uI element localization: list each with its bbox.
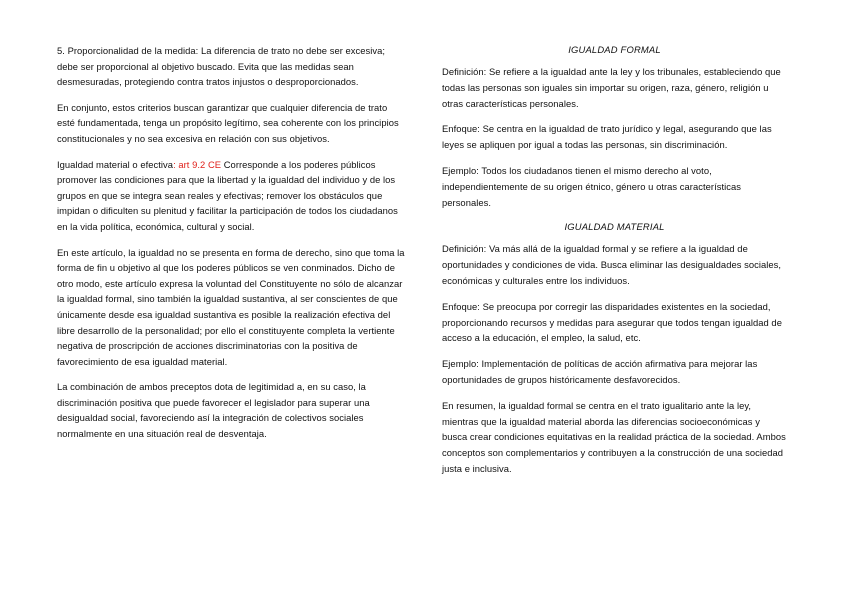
- right-column: [442, 43, 787, 487]
- paragraph-formal-definicion: Definición: Se refiere a la igualdad ante la ley y los tribunales, estableciendo que todas las personas son iguales sin importar su origen, raza, género, religión u otras características personales.: [442, 66, 781, 109]
- paragraph-combinacion: La combinación de ambos preceptos dota de legitimidad a, en su caso, la discriminación positiva que puede favorecer el legislador para superar una desigualdad social, favoreciendo así la integración de colectivos sociales normalmente en una situación real de desventaja.: [57, 381, 370, 440]
- article-reference: : art 9.2 CE: [173, 158, 222, 170]
- paragraph-material-enfoque: Enfoque: Se preocupa por corregir las disparidades existentes en la sociedad, proporcionando recursos y medidas para asegurar que todos tengan igualdad de acceso a la educación, el empleo, la salud, etc.: [442, 300, 782, 344]
- paragraph-conjunto: En conjunto, estos criterios buscan garantizar que cualquier diferencia de trato esté fundamentada, tenga un propósito legítimo, sea coherente con los principios constitucionales y no sea excesiva en relación con sus objetivos.: [57, 101, 399, 144]
- heading-igualdad-material: IGUALDAD MATERIAL: [564, 221, 665, 233]
- paragraph-resumen: En resumen, la igualdad formal se centra en el trato igualitario ante la ley, mientras que la igualdad material aborda las diferencias socioeconómicas y busca crear condiciones equitativas en la realidad práctica de la sociedad. Ambos conceptos son complementarios y contribuyen a la construcción de una sociedad justa e inclusiva.: [442, 399, 786, 474]
- paragraph-material-definicion: Definición: Va más allá de la igualdad formal y se refiere a la igualdad de oportunidades y condiciones de vida. Busca eliminar las desigualdades sociales, económicas y culturales entre los individuos.: [442, 243, 782, 286]
- paragraph-articulo: En este artículo, la igualdad no se presenta en forma de derecho, sino que toma la forma de fin u objetivo al que los poderes públicos se ven conminados. Dicho de otro modo, este artículo expresa la voluntad del Constituyente no sólo de alcanzar la igualdad formal, sino también la igualdad sustantiva, al ser conscientes de que únicamente desde esa igualdad sustantiva es posible la realización efectiva del libre desarrollo de la personalidad; por ello el constituyente completa la vertiente negativa de proscripción de acciones discriminatorias con la positiva de favorecimiento de esa igualdad material.: [57, 246, 405, 367]
- paragraph-formal-ejemplo: Ejemplo: Todos los ciudadanos tienen el mismo derecho al voto, independientemente de su origen étnico, género u otras características personales.: [442, 164, 741, 208]
- paragraph-formal-enfoque: Enfoque: Se centra en la igualdad de trato jurídico y legal, asegurando que las leyes se apliquen por igual a todas las personas, sin discriminación.: [442, 123, 772, 151]
- paragraph-proporcionalidad: 5. Proporcionalidad de la medida: La diferencia de trato no debe ser excesiva; debe ser proporcional al objetivo buscado. Evita que las medidas sean desmesuradas, protegiendo contra tratos injustos o desproporcionados.: [57, 45, 386, 88]
- heading-igualdad-formal: IGUALDAD FORMAL: [568, 44, 661, 55]
- paragraph-material-ejemplo: Ejemplo: Implementación de políticas de acción afirmativa para mejorar las oportunidades de grupos históricamente desfavorecidos.: [442, 358, 758, 385]
- paragraph-lead: Igualdad material o efectiva: [57, 158, 174, 170]
- left-column: [57, 43, 405, 452]
- paragraph-igualdad-material-efectiva: [57, 157, 405, 235]
- paragraph-body: Corresponde a los poderes públicos promover las condiciones para que la libertad y la igualdad del individuo y de los grupos en que se integra sean reales y efectivas; remover los obstáculos que impidan o dificulten su plenitud y facilitar la participación de todos los ciudadanos en la vida política, económica, cultural y social.: [57, 158, 398, 232]
